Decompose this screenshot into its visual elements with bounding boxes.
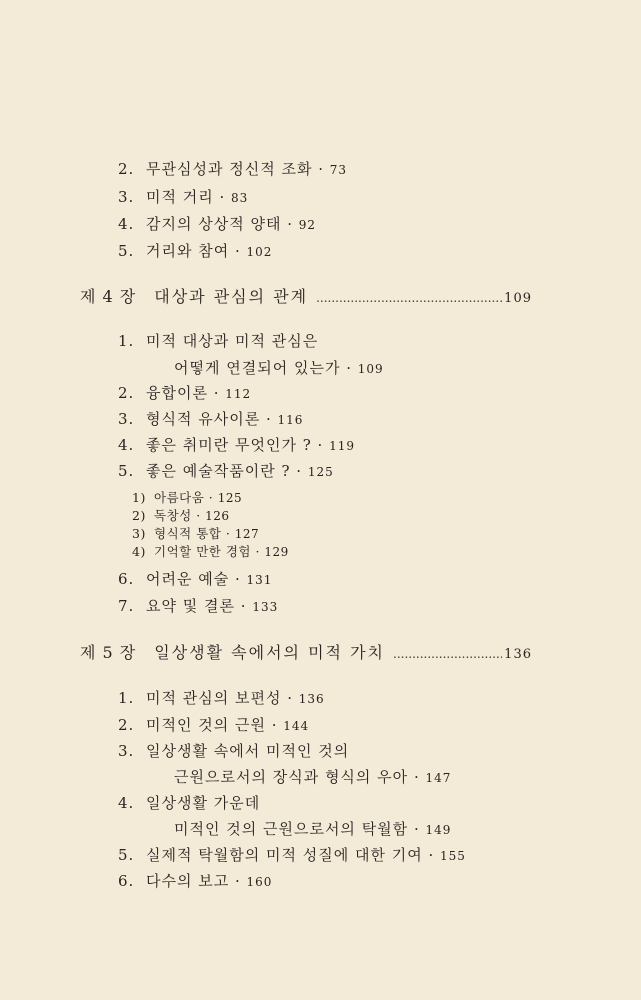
entry-page: 131 bbox=[246, 573, 273, 587]
entry-separator: · bbox=[207, 384, 226, 402]
entry-number: 3. bbox=[118, 742, 135, 760]
entry-number: 3. bbox=[118, 410, 135, 428]
chapter-title: 대상과 관심의 관계 bbox=[154, 287, 309, 306]
entry-title: 근원으로서의 장식과 형식의 우아 bbox=[174, 768, 409, 786]
toc-subentry bbox=[132, 524, 259, 542]
chapter-page: 136 bbox=[504, 647, 532, 662]
entry-page: 112 bbox=[225, 387, 252, 401]
entry-separator: · bbox=[312, 160, 330, 178]
entry-separator: · bbox=[311, 436, 330, 454]
entry-title: 좋은 취미란 무엇인가 ? bbox=[146, 436, 312, 454]
entry-number: 1. bbox=[118, 689, 135, 707]
entry-page: 129 bbox=[264, 545, 289, 559]
entry-page: 125 bbox=[217, 491, 243, 505]
entry-title: 기억할 만한 경험 bbox=[154, 544, 251, 559]
entry-title: 거리와 참여 bbox=[146, 242, 230, 260]
entry-number: 1) bbox=[132, 490, 146, 505]
entry-title: 감지의 상상적 양태 bbox=[146, 215, 282, 233]
toc-entry bbox=[118, 240, 272, 261]
toc-entry bbox=[118, 460, 334, 481]
entry-title: 무관심성과 정신적 조화 bbox=[146, 160, 313, 178]
entry-page: 73 bbox=[329, 163, 348, 177]
entry-title: 좋은 예술작품이란 ? bbox=[146, 462, 291, 480]
entry-page: 149 bbox=[425, 823, 452, 837]
entry-title: 어떻게 연결되어 있는가 bbox=[174, 359, 341, 377]
entry-page: 92 bbox=[298, 218, 317, 232]
entry-separator: · bbox=[250, 544, 265, 559]
entry-separator: · bbox=[221, 526, 235, 541]
entry-title: 융합이론 bbox=[146, 384, 208, 402]
toc-subentry bbox=[132, 506, 230, 524]
entry-page: 109 bbox=[357, 362, 384, 376]
entry-separator: · bbox=[422, 846, 440, 864]
entry-title: 독창성 bbox=[154, 508, 192, 523]
entry-page: 126 bbox=[205, 509, 230, 523]
toc-entry bbox=[146, 766, 451, 787]
entry-separator: · bbox=[408, 820, 426, 838]
entry-title: 형식적 통합 bbox=[154, 526, 222, 541]
toc-subentry bbox=[132, 542, 289, 560]
entry-page: 144 bbox=[283, 719, 310, 733]
toc-entry bbox=[118, 408, 303, 429]
entry-separator: · bbox=[290, 462, 308, 480]
leader-dots bbox=[393, 647, 502, 661]
entry-page: 133 bbox=[252, 600, 279, 614]
entry-page: 127 bbox=[234, 527, 260, 541]
entry-title: 미적 대상과 미적 관심은 bbox=[146, 332, 319, 350]
entry-page: 116 bbox=[277, 413, 304, 427]
toc-entry bbox=[118, 595, 278, 616]
entry-page: 83 bbox=[231, 191, 249, 205]
entry-number: 3. bbox=[118, 188, 135, 206]
entry-page: 136 bbox=[298, 692, 325, 706]
entry-page: 125 bbox=[307, 465, 334, 479]
toc-entry bbox=[118, 687, 325, 708]
entry-page: 102 bbox=[246, 245, 273, 259]
entry-separator: · bbox=[235, 597, 253, 615]
entry-number: 2. bbox=[118, 160, 135, 178]
toc-entry bbox=[118, 213, 316, 234]
chapter-label: 제 5 장 bbox=[80, 643, 137, 662]
entry-title: 요약 및 결론 bbox=[146, 597, 235, 615]
toc-entry bbox=[118, 792, 260, 813]
entry-title: 미적 거리 bbox=[146, 188, 214, 206]
toc-entry bbox=[118, 330, 318, 351]
entry-number: 5. bbox=[118, 462, 135, 480]
entry-number: 7. bbox=[118, 597, 135, 615]
entry-title: 일상생활 가운데 bbox=[146, 794, 261, 812]
chapter-title: 일상생활 속에서의 미적 가치 bbox=[154, 643, 385, 662]
entry-separator: · bbox=[281, 215, 299, 233]
toc-entry bbox=[118, 382, 251, 403]
chapter-5-heading bbox=[80, 640, 532, 663]
entry-separator: · bbox=[213, 188, 232, 206]
entry-number: 3) bbox=[132, 526, 146, 541]
toc-entry bbox=[118, 158, 347, 179]
entry-separator: · bbox=[340, 359, 358, 377]
toc-entry bbox=[118, 186, 248, 207]
entry-separator: · bbox=[281, 689, 299, 707]
leader-dots bbox=[316, 291, 502, 305]
entry-title: 미적인 것의 근원으로서의 탁월함 bbox=[174, 820, 409, 838]
entry-number: 4) bbox=[132, 544, 146, 559]
entry-separator: · bbox=[265, 716, 284, 734]
entry-title: 형식적 유사이론 bbox=[146, 410, 261, 428]
entry-number: 5. bbox=[118, 242, 135, 260]
toc-entry bbox=[118, 844, 466, 865]
toc-entry bbox=[146, 357, 384, 378]
toc-entry bbox=[118, 568, 272, 589]
entry-page: 147 bbox=[425, 771, 452, 785]
entry-title: 실제적 탁월함의 미적 성질에 대한 기여 bbox=[146, 846, 423, 864]
entry-separator: · bbox=[204, 490, 218, 505]
entry-title: 다수의 보고 bbox=[146, 872, 230, 890]
entry-number: 1. bbox=[118, 332, 135, 350]
entry-title: 일상생활 속에서 미적인 것의 bbox=[146, 742, 350, 760]
entry-number: 2. bbox=[118, 384, 135, 402]
toc-entry bbox=[146, 818, 451, 839]
toc-entry bbox=[118, 434, 355, 455]
toc-entry bbox=[118, 870, 272, 891]
chapter-label: 제 4 장 bbox=[80, 287, 137, 306]
toc-entry bbox=[118, 714, 309, 735]
chapter-4-heading bbox=[80, 284, 532, 307]
entry-page: 160 bbox=[246, 875, 273, 889]
entry-number: 6. bbox=[118, 570, 135, 588]
entry-page: 155 bbox=[440, 849, 466, 863]
entry-separator: · bbox=[260, 410, 278, 428]
entry-separator: · bbox=[229, 242, 247, 260]
entry-number: 4. bbox=[118, 215, 135, 233]
entry-page: 119 bbox=[329, 439, 355, 453]
entry-title: 어려운 예술 bbox=[146, 570, 230, 588]
entry-title: 미적인 것의 근원 bbox=[146, 716, 266, 734]
entry-number: 4. bbox=[118, 436, 135, 454]
entry-separator: · bbox=[191, 508, 206, 523]
entry-separator: · bbox=[408, 768, 426, 786]
entry-separator: · bbox=[229, 570, 247, 588]
entry-title: 아름다움 bbox=[154, 490, 205, 505]
entry-number: 4. bbox=[118, 794, 135, 812]
entry-number: 6. bbox=[118, 872, 135, 890]
chapter-page: 109 bbox=[504, 291, 532, 306]
entry-title: 미적 관심의 보편성 bbox=[146, 689, 282, 707]
entry-number: 2) bbox=[132, 508, 146, 523]
entry-number: 5. bbox=[118, 846, 135, 864]
toc-subentry bbox=[132, 488, 242, 506]
entry-separator: · bbox=[229, 872, 247, 890]
entry-number: 2. bbox=[118, 716, 135, 734]
toc-entry bbox=[118, 740, 349, 761]
